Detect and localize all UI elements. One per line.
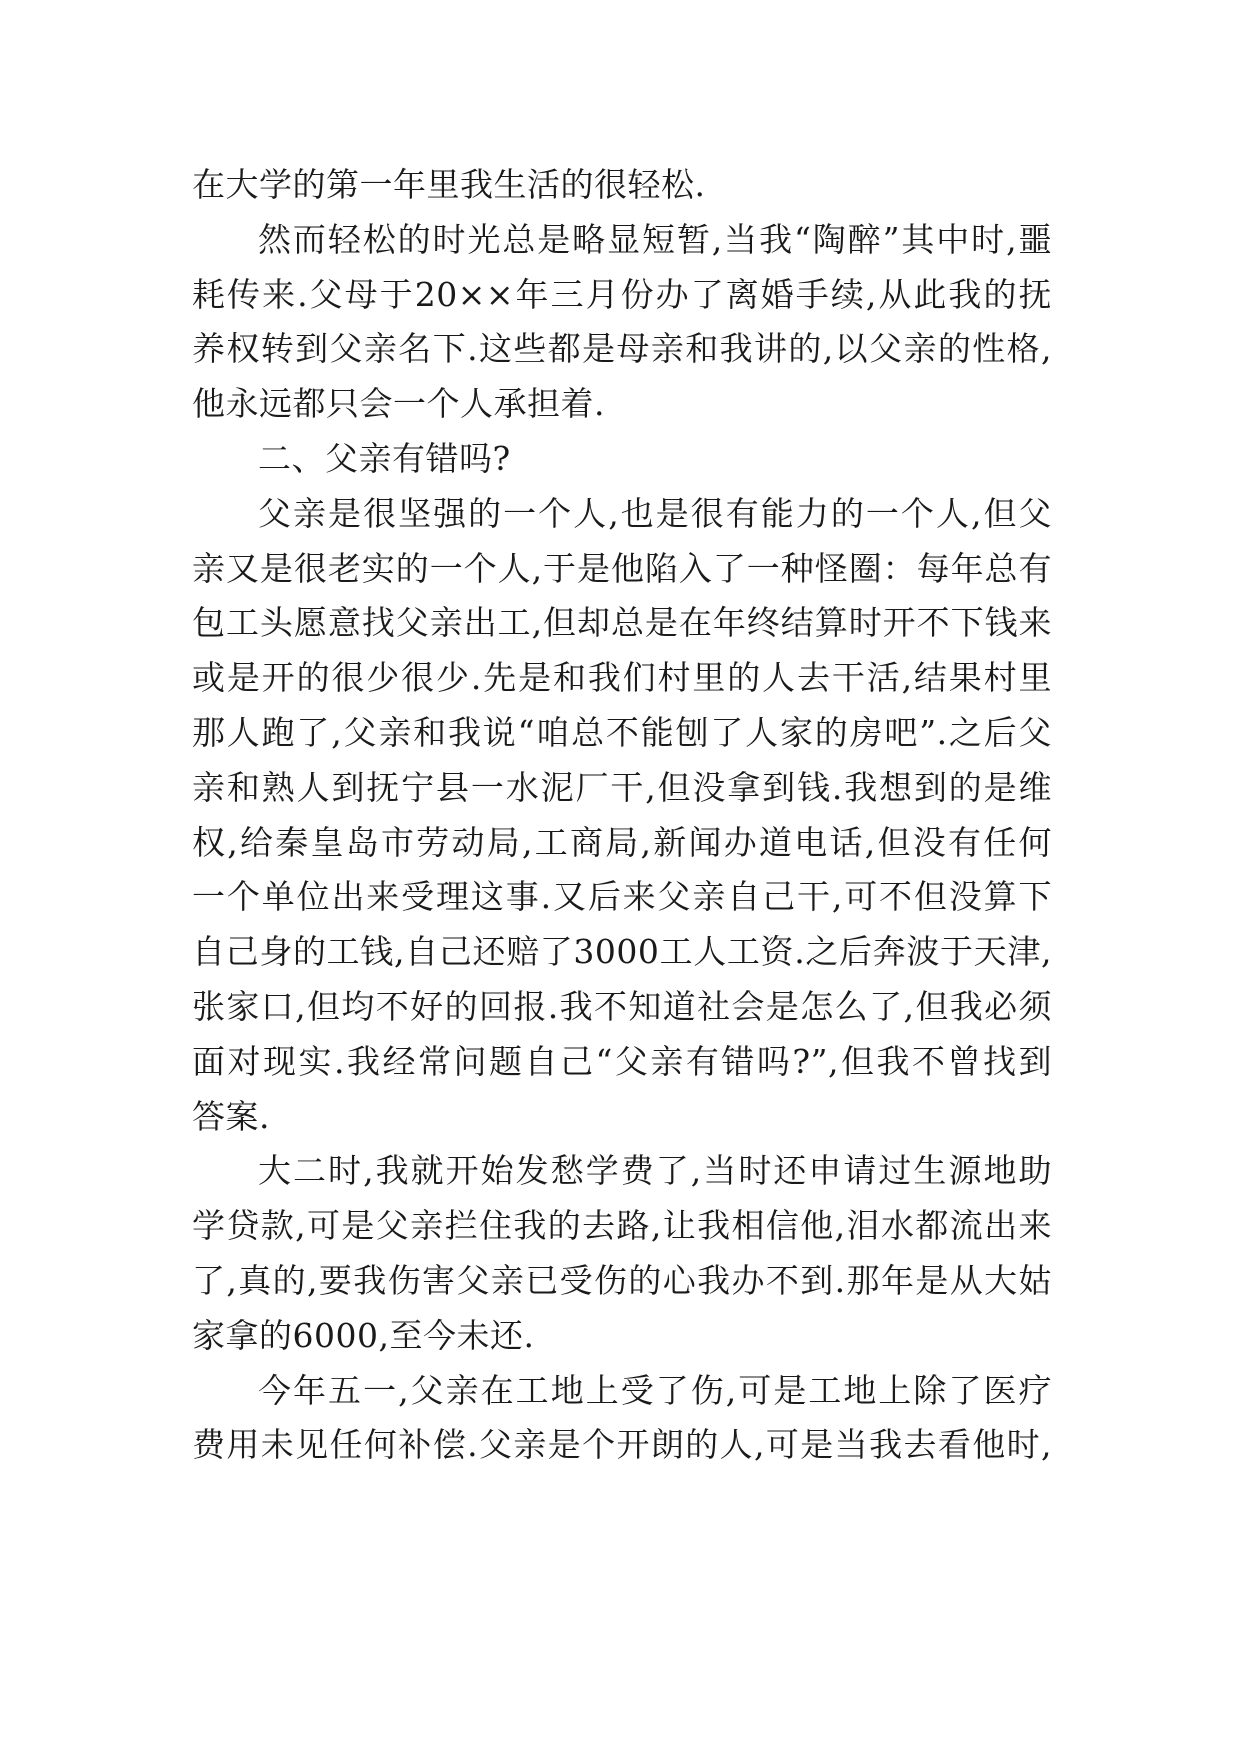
text-line: 然而轻松的时光总是略显短暂,当我“陶醉”其中时,噩 bbox=[258, 219, 1052, 259]
text-line: 或是开的很少很少.先是和我们村里的人去干活,结果村里 bbox=[192, 658, 1052, 698]
body-text bbox=[192, 158, 1052, 1473]
text-line: 学贷款,可是父亲拦住我的去路,让我相信他,泪水都流出来 bbox=[192, 1206, 1052, 1246]
text-line: 大二时,我就开始发愁学费了,当时还申请过生源地助 bbox=[258, 1151, 1052, 1191]
text-line: 他永远都只会一个人承担着. bbox=[192, 384, 605, 424]
text-line: 父亲是很坚强的一个人,也是很有能力的一个人,但父 bbox=[258, 493, 1052, 533]
text-line: 费用未见任何补偿.父亲是个开朗的人,可是当我去看他时, bbox=[192, 1425, 1052, 1465]
text-line: 今年五一,父亲在工地上受了伤,可是工地上除了医疗 bbox=[258, 1370, 1052, 1410]
text-line: 一个单位出来受理这事.又后来父亲自己干,可不但没算下 bbox=[192, 877, 1052, 917]
text-line: 亲又是很老实的一个人,于是他陷入了一种怪圈：每年总有 bbox=[192, 548, 1052, 588]
text-line: 耗传来.父母于20××年三月份办了离婚手续,从此我的抚 bbox=[192, 274, 1052, 314]
text-line: 那人跑了,父亲和我说“咱总不能刨了人家的房吧”.之后父 bbox=[192, 712, 1052, 752]
text-line: 了,真的,要我伤害父亲已受伤的心我办不到.那年是从大姑 bbox=[192, 1260, 1052, 1300]
text-line: 在大学的第一年里我生活的很轻松. bbox=[192, 165, 706, 204]
text-line: 亲和熟人到抚宁县一水泥厂干,但没拿到钱.我想到的是维 bbox=[192, 767, 1052, 807]
text-line: 面对现实.我经常问题自己“父亲有错吗?”,但我不曾找到 bbox=[192, 1041, 1052, 1081]
text-line: 包工头愿意找父亲出工,但却总是在年终结算时开不下钱来 bbox=[192, 603, 1052, 643]
text-line: 家拿的6000,至今未还. bbox=[192, 1315, 535, 1355]
text-line: 自己身的工钱,自己还赔了3000工人工资.之后奔波于天津, bbox=[192, 932, 1052, 972]
section-heading: 二、父亲有错吗? bbox=[258, 438, 511, 478]
text-line: 权,给秦皇岛市劳动局,工商局,新闻办道电话,但没有任何 bbox=[192, 822, 1052, 862]
text-line: 养权转到父亲名下.这些都是母亲和我讲的,以父亲的性格, bbox=[192, 329, 1052, 369]
text-line: 张家口,但均不好的回报.我不知道社会是怎么了,但我必须 bbox=[192, 986, 1052, 1026]
text-line: 答案. bbox=[192, 1096, 270, 1136]
